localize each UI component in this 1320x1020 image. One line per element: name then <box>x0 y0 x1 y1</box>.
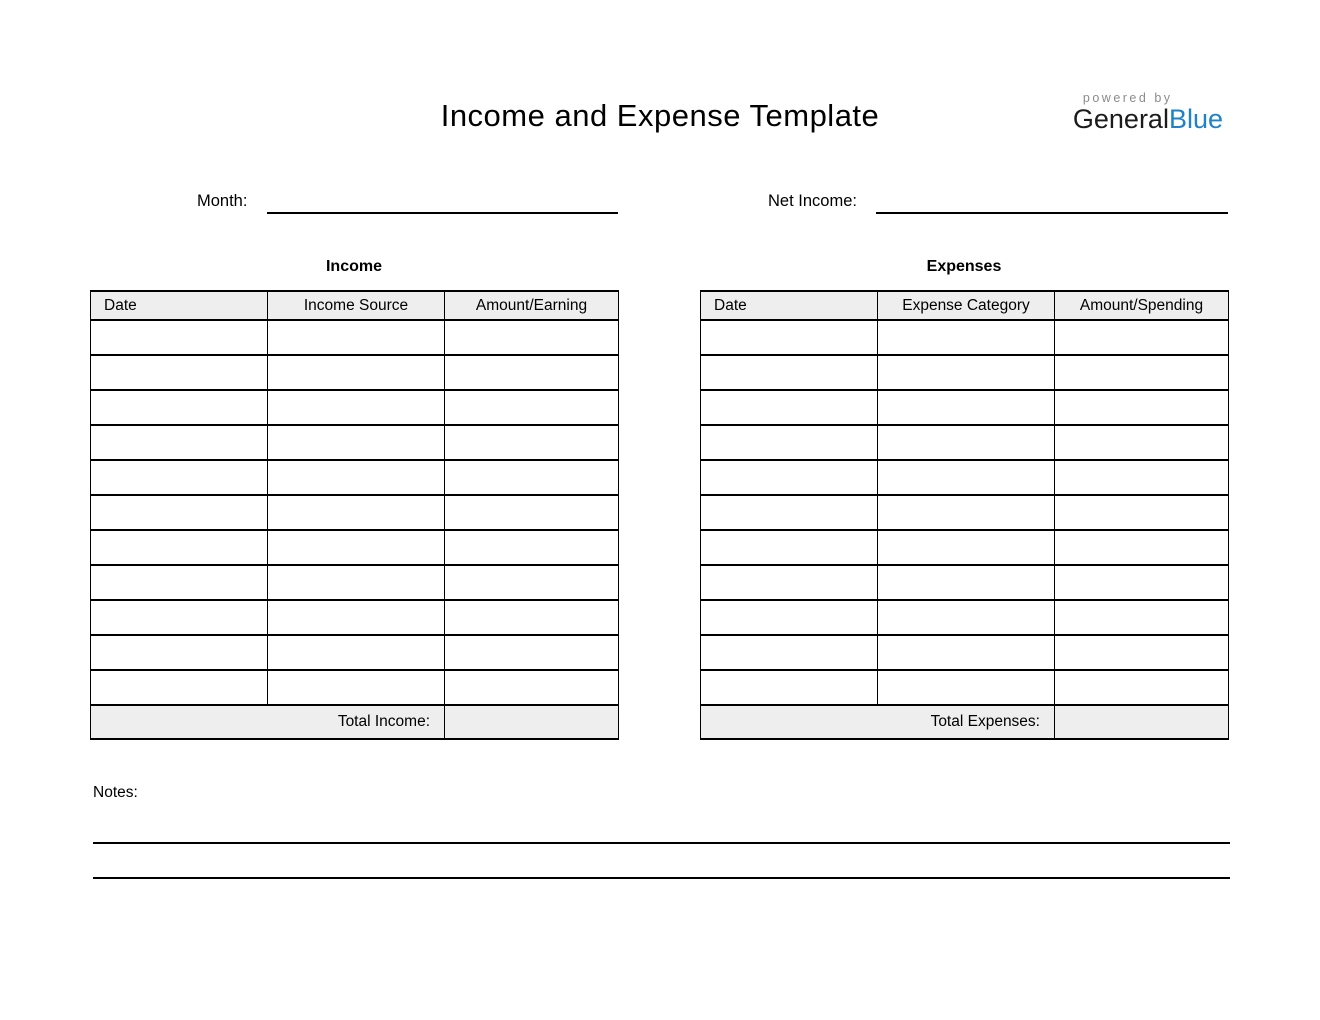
table-row <box>91 495 619 530</box>
empty-cell[interactable] <box>878 600 1055 635</box>
table-row <box>701 565 1229 600</box>
empty-cell[interactable] <box>878 390 1055 425</box>
table-row <box>91 320 619 355</box>
empty-cell[interactable] <box>878 530 1055 565</box>
table-row <box>701 600 1229 635</box>
empty-cell[interactable] <box>701 425 878 460</box>
expenses-total-row <box>701 705 1229 739</box>
empty-cell[interactable] <box>268 355 445 390</box>
empty-cell[interactable] <box>701 635 878 670</box>
empty-cell[interactable] <box>268 530 445 565</box>
empty-cell[interactable] <box>701 600 878 635</box>
page-title: Income and Expense Template <box>440 98 880 133</box>
empty-cell[interactable] <box>91 460 268 495</box>
empty-cell[interactable] <box>91 495 268 530</box>
empty-cell[interactable] <box>268 320 445 355</box>
empty-cell[interactable] <box>91 635 268 670</box>
empty-cell[interactable] <box>445 460 619 495</box>
empty-cell[interactable] <box>91 390 268 425</box>
table-row <box>91 355 619 390</box>
income-total-row <box>91 705 619 739</box>
empty-cell[interactable] <box>1055 390 1229 425</box>
brand-general-text: General <box>1072 104 1169 134</box>
empty-cell[interactable] <box>268 460 445 495</box>
empty-cell[interactable] <box>878 355 1055 390</box>
empty-cell[interactable] <box>445 495 619 530</box>
table-row <box>91 670 619 705</box>
empty-cell[interactable] <box>268 635 445 670</box>
net-income-input-line[interactable] <box>876 192 1228 214</box>
table-row <box>701 635 1229 670</box>
empty-cell[interactable] <box>268 670 445 705</box>
table-row <box>701 530 1229 565</box>
notes-line-1[interactable] <box>93 842 1230 844</box>
expenses-table <box>700 290 1229 740</box>
table-row <box>701 425 1229 460</box>
empty-cell[interactable] <box>445 390 619 425</box>
empty-cell[interactable] <box>445 425 619 460</box>
net-income-label: Net Income: <box>768 192 857 210</box>
income-table <box>90 290 619 740</box>
empty-cell[interactable] <box>268 425 445 460</box>
table-row <box>701 320 1229 355</box>
income-header-amount: Amount/Earning <box>445 291 619 320</box>
generalblue-logo <box>1073 91 1223 133</box>
notes-line-2[interactable] <box>93 877 1230 879</box>
empty-cell[interactable] <box>268 390 445 425</box>
empty-cell[interactable] <box>878 670 1055 705</box>
empty-cell[interactable] <box>1055 460 1229 495</box>
brand-wordmark <box>1073 106 1223 133</box>
table-row <box>91 635 619 670</box>
table-row <box>701 670 1229 705</box>
empty-cell[interactable] <box>268 565 445 600</box>
empty-cell[interactable] <box>1055 355 1229 390</box>
empty-cell[interactable] <box>878 565 1055 600</box>
income-table-title: Income <box>325 258 382 275</box>
empty-cell[interactable] <box>268 600 445 635</box>
expenses-header-category: Expense Category <box>878 291 1055 320</box>
empty-cell[interactable] <box>91 565 268 600</box>
empty-cell[interactable] <box>701 530 878 565</box>
total-income-value-cell[interactable] <box>445 705 619 739</box>
empty-cell[interactable] <box>1055 670 1229 705</box>
empty-cell[interactable] <box>701 320 878 355</box>
table-row <box>91 425 619 460</box>
month-label: Month: <box>197 192 248 210</box>
empty-cell[interactable] <box>445 670 619 705</box>
empty-cell[interactable] <box>445 530 619 565</box>
empty-cell[interactable] <box>1055 320 1229 355</box>
empty-cell[interactable] <box>445 320 619 355</box>
empty-cell[interactable] <box>268 495 445 530</box>
empty-cell[interactable] <box>701 565 878 600</box>
empty-cell[interactable] <box>91 355 268 390</box>
empty-cell[interactable] <box>878 495 1055 530</box>
table-row <box>91 460 619 495</box>
table-row <box>701 460 1229 495</box>
empty-cell[interactable] <box>445 565 619 600</box>
income-header-date: Date <box>91 291 268 320</box>
empty-cell[interactable] <box>701 355 878 390</box>
powered-by-text: powered by <box>1082 91 1173 105</box>
expenses-section <box>700 258 1228 740</box>
table-row <box>701 355 1229 390</box>
total-expenses-value-cell[interactable] <box>1055 705 1229 739</box>
table-row <box>701 495 1229 530</box>
table-row <box>91 390 619 425</box>
expenses-header-date: Date <box>701 291 878 320</box>
empty-cell[interactable] <box>701 390 878 425</box>
table-row <box>91 530 619 565</box>
income-header-row <box>91 291 619 320</box>
empty-cell[interactable] <box>1055 600 1229 635</box>
empty-cell[interactable] <box>91 530 268 565</box>
empty-cell[interactable] <box>445 355 619 390</box>
empty-cell[interactable] <box>1055 565 1229 600</box>
income-section <box>90 258 618 740</box>
empty-cell[interactable] <box>878 635 1055 670</box>
empty-cell[interactable] <box>1055 425 1229 460</box>
empty-cell[interactable] <box>701 495 878 530</box>
expenses-table-title: Expenses <box>926 258 1002 275</box>
empty-cell[interactable] <box>701 460 878 495</box>
empty-cell[interactable] <box>445 635 619 670</box>
empty-cell[interactable] <box>878 425 1055 460</box>
month-input-line[interactable] <box>267 192 618 214</box>
empty-cell[interactable] <box>878 320 1055 355</box>
total-expenses-label: Total Expenses: <box>701 705 1055 739</box>
empty-cell[interactable] <box>701 670 878 705</box>
total-income-label: Total Income: <box>91 705 445 739</box>
income-header-source: Income Source <box>268 291 445 320</box>
empty-cell[interactable] <box>1055 635 1229 670</box>
empty-cell[interactable] <box>91 670 268 705</box>
empty-cell[interactable] <box>1055 495 1229 530</box>
table-row <box>701 390 1229 425</box>
empty-cell[interactable] <box>91 425 268 460</box>
expenses-header-amount: Amount/Spending <box>1055 291 1229 320</box>
empty-cell[interactable] <box>1055 530 1229 565</box>
empty-cell[interactable] <box>878 460 1055 495</box>
empty-cell[interactable] <box>91 320 268 355</box>
table-row <box>91 565 619 600</box>
table-row <box>91 600 619 635</box>
empty-cell[interactable] <box>445 600 619 635</box>
empty-cell[interactable] <box>91 600 268 635</box>
notes-label: Notes: <box>93 784 138 801</box>
expenses-header-row <box>701 291 1229 320</box>
brand-blue-text: Blue <box>1168 104 1223 134</box>
